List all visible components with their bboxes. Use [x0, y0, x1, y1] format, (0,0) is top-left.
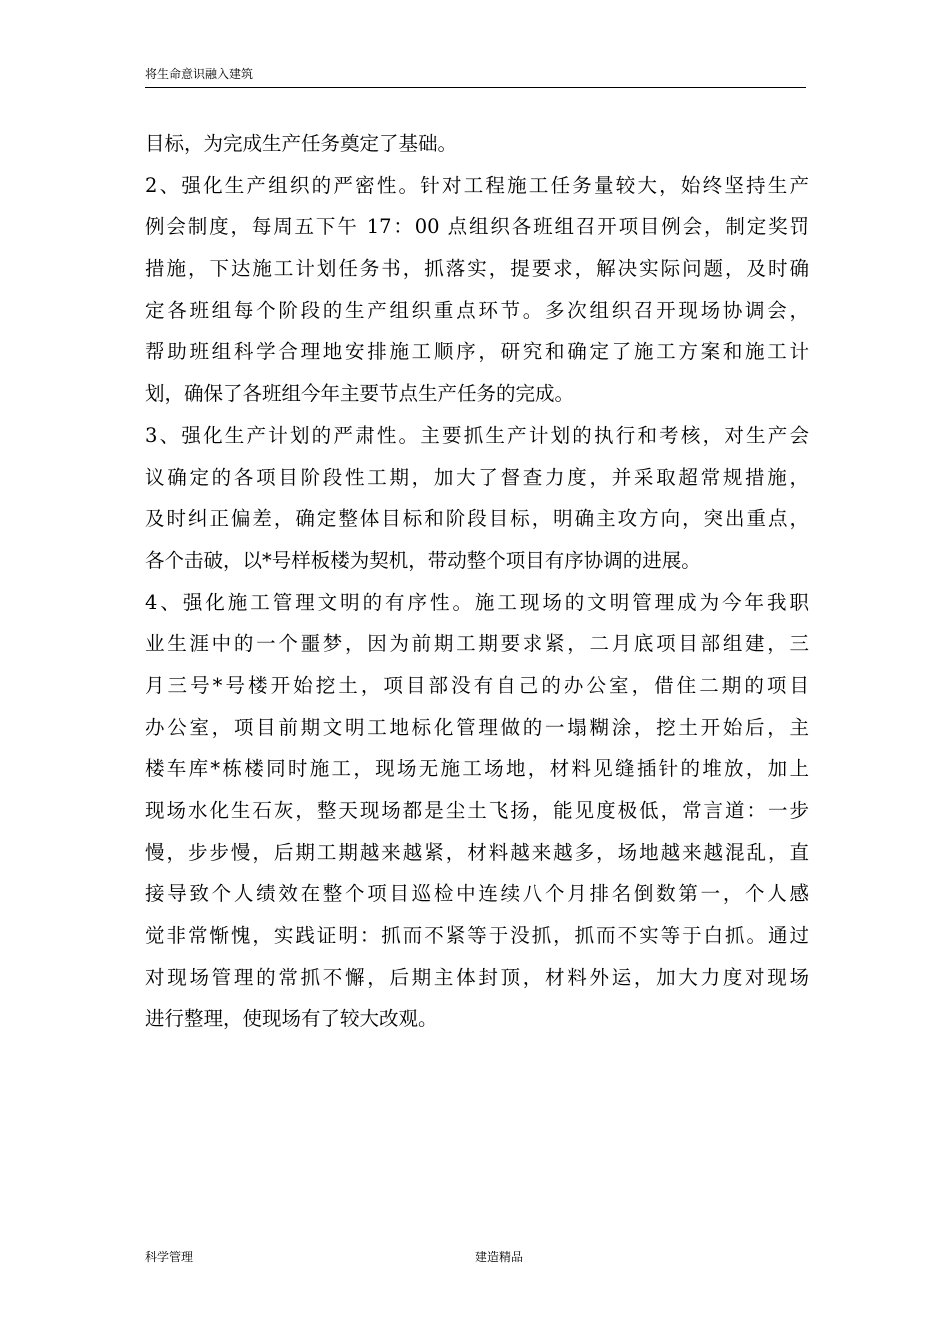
page-header — [145, 66, 806, 88]
text-line: 2、强化生产组织的严密性。针对工程施工任务量较大，始终坚持生产 — [145, 173, 809, 197]
header-title: 将生命意识融入建筑 — [145, 67, 254, 81]
text-line: 慢，步步慢，后期工期越来越紧，材料越来越多，场地越来越混乱，直 — [145, 840, 809, 864]
text-line: 对现场管理的常抓不懈，后期主体封顶，材料外运，加大力度对现场 — [145, 965, 809, 989]
footer-left-text: 科学管理 — [145, 1250, 194, 1264]
text-line: 目标，为完成生产任务奠定了基础。 — [145, 132, 458, 155]
text-line: 及时纠正偏差，确定整体目标和阶段目标，明确主攻方向，突出重点， — [145, 507, 809, 531]
text-line: 进行整理，使现场有了较大改观。 — [145, 1007, 438, 1031]
text-line: 接导致个人绩效在整个项目巡检中连续八个月排名倒数第一，个人感 — [145, 882, 809, 906]
text-line: 措施，下达施工计划任务书，抓落实，提要求，解决实际问题，及时确 — [145, 257, 809, 281]
text-line: 业生涯中的一个噩梦，因为前期工期要求紧，二月底项目部组建，三 — [145, 632, 809, 656]
text-line: 帮助班组科学合理地安排施工顺序，研究和确定了施工方案和施工计 — [145, 340, 809, 364]
text-line: 月三号*号楼开始挖土，项目部没有自己的办公室，借住二期的项目 — [145, 673, 809, 697]
document-body — [145, 123, 809, 1040]
text-line: 4、强化施工管理文明的有序性。施工现场的文明管理成为今年我职 — [145, 590, 809, 614]
text-line: 3、强化生产计划的严肃性。主要抓生产计划的执行和考核，对生产会 — [145, 423, 809, 447]
text-line: 现场水化生石灰，整天现场都是尘土飞扬，能见度极低，常言道：一步 — [145, 799, 809, 822]
text-line: 议确定的各项目阶段性工期，加大了督查力度，并采取超常规措施， — [145, 465, 809, 489]
text-line: 例会制度，每周五下午 17：00 点组织各班组召开项目例会，制定奖罚 — [145, 215, 809, 239]
text-line: 定各班组每个阶段的生产组织重点环节。多次组织召开现场协调会， — [145, 298, 809, 322]
footer-center-text: 建造精品 — [475, 1250, 524, 1264]
text-line: 办公室，项目前期文明工地标化管理做的一塌糊涂，挖土开始后，主 — [145, 715, 809, 739]
text-line: 划，确保了各班组今年主要节点生产任务的完成。 — [145, 382, 575, 406]
text-line: 各个击破，以*号样板楼为契机，带动整个项目有序协调的进展。 — [145, 548, 701, 572]
text-line: 觉非常惭愧，实践证明：抓而不紧等于没抓，抓而不实等于白抓。通过 — [145, 924, 809, 948]
text-line: 楼车库*栋楼同时施工，现场无施工场地，材料见缝插针的堆放，加上 — [145, 757, 809, 781]
